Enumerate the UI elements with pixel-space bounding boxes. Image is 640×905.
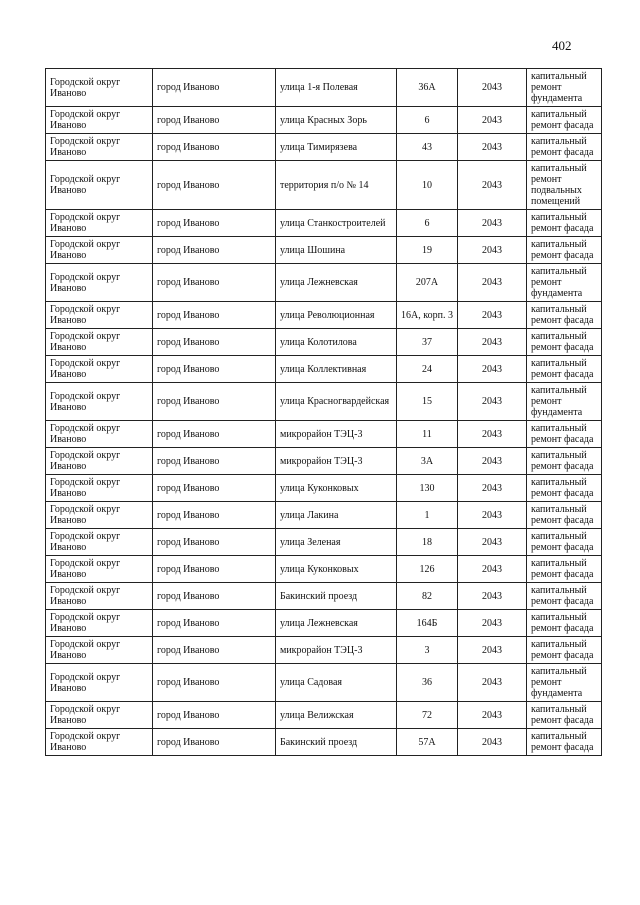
street-cell: улица 1-я Полевая xyxy=(276,69,397,107)
street-cell: улица Велижская xyxy=(276,702,397,729)
work-type-cell: капитальный ремонт фасада xyxy=(527,302,602,329)
year-cell: 2043 xyxy=(458,302,527,329)
work-type-cell: капитальный ремонт фасада xyxy=(527,637,602,664)
district-cell: Городской округ Иваново xyxy=(46,556,153,583)
street-cell: Бакинский проезд xyxy=(276,729,397,756)
house-number-cell: 164Б xyxy=(397,610,458,637)
work-type-cell: капитальный ремонт фасада xyxy=(527,556,602,583)
house-number-cell: 10 xyxy=(397,161,458,210)
house-number-cell: 16А, корп. 3 xyxy=(397,302,458,329)
work-type-cell: капитальный ремонт фундамента xyxy=(527,264,602,302)
table-row xyxy=(46,556,602,583)
year-cell: 2043 xyxy=(458,448,527,475)
district-cell: Городской округ Иваново xyxy=(46,329,153,356)
table-row xyxy=(46,502,602,529)
year-cell: 2043 xyxy=(458,421,527,448)
city-cell: город Иваново xyxy=(153,383,276,421)
city-cell: город Иваново xyxy=(153,210,276,237)
house-number-cell: 72 xyxy=(397,702,458,729)
street-cell: улица Лежневская xyxy=(276,264,397,302)
district-cell: Городской округ Иваново xyxy=(46,134,153,161)
city-cell: город Иваново xyxy=(153,134,276,161)
city-cell: город Иваново xyxy=(153,529,276,556)
table-row xyxy=(46,69,602,107)
city-cell: город Иваново xyxy=(153,610,276,637)
district-cell: Городской округ Иваново xyxy=(46,475,153,502)
year-cell: 2043 xyxy=(458,134,527,161)
house-number-cell: 3А xyxy=(397,448,458,475)
table-row xyxy=(46,448,602,475)
city-cell: город Иваново xyxy=(153,556,276,583)
work-type-cell: капитальный ремонт фасада xyxy=(527,210,602,237)
table-row xyxy=(46,210,602,237)
table-row xyxy=(46,421,602,448)
work-type-cell: капитальный ремонт фасада xyxy=(527,237,602,264)
year-cell: 2043 xyxy=(458,556,527,583)
street-cell: улица Революционная xyxy=(276,302,397,329)
year-cell: 2043 xyxy=(458,610,527,637)
house-number-cell: 36 xyxy=(397,664,458,702)
city-cell: город Иваново xyxy=(153,161,276,210)
work-type-cell: капитальный ремонт фасада xyxy=(527,107,602,134)
work-type-cell: капитальный ремонт фасада xyxy=(527,448,602,475)
street-cell: улица Колотилова xyxy=(276,329,397,356)
house-number-cell: 126 xyxy=(397,556,458,583)
house-number-cell: 43 xyxy=(397,134,458,161)
work-type-cell: капитальный ремонт фундамента xyxy=(527,664,602,702)
work-type-cell: капитальный ремонт фасада xyxy=(527,134,602,161)
city-cell: город Иваново xyxy=(153,502,276,529)
year-cell: 2043 xyxy=(458,329,527,356)
city-cell: город Иваново xyxy=(153,329,276,356)
table-row xyxy=(46,134,602,161)
district-cell: Городской округ Иваново xyxy=(46,264,153,302)
street-cell: улица Зеленая xyxy=(276,529,397,556)
city-cell: город Иваново xyxy=(153,356,276,383)
district-cell: Городской округ Иваново xyxy=(46,421,153,448)
table-row xyxy=(46,702,602,729)
district-cell: Городской округ Иваново xyxy=(46,729,153,756)
street-cell: улица Красных Зорь xyxy=(276,107,397,134)
street-cell: улица Тимирязева xyxy=(276,134,397,161)
table-row xyxy=(46,529,602,556)
work-type-cell: капитальный ремонт подвальных помещений xyxy=(527,161,602,210)
house-number-cell: 15 xyxy=(397,383,458,421)
work-type-cell: капитальный ремонт фасада xyxy=(527,610,602,637)
district-cell: Городской округ Иваново xyxy=(46,237,153,264)
house-number-cell: 24 xyxy=(397,356,458,383)
street-cell: улица Коллективная xyxy=(276,356,397,383)
house-number-cell: 6 xyxy=(397,210,458,237)
city-cell: город Иваново xyxy=(153,302,276,329)
work-type-cell: капитальный ремонт фасада xyxy=(527,421,602,448)
year-cell: 2043 xyxy=(458,529,527,556)
year-cell: 2043 xyxy=(458,729,527,756)
city-cell: город Иваново xyxy=(153,637,276,664)
work-type-cell: капитальный ремонт фундамента xyxy=(527,383,602,421)
district-cell: Городской округ Иваново xyxy=(46,583,153,610)
year-cell: 2043 xyxy=(458,702,527,729)
year-cell: 2043 xyxy=(458,383,527,421)
table-row xyxy=(46,383,602,421)
street-cell: микрорайон ТЭЦ-3 xyxy=(276,637,397,664)
district-cell: Городской округ Иваново xyxy=(46,302,153,329)
district-cell: Городской округ Иваново xyxy=(46,161,153,210)
registry-table-body xyxy=(46,69,602,756)
year-cell: 2043 xyxy=(458,69,527,107)
city-cell: город Иваново xyxy=(153,264,276,302)
house-number-cell: 11 xyxy=(397,421,458,448)
house-number-cell: 3 xyxy=(397,637,458,664)
street-cell: улица Куконковых xyxy=(276,556,397,583)
table-row xyxy=(46,237,602,264)
house-number-cell: 57А xyxy=(397,729,458,756)
table-row xyxy=(46,356,602,383)
year-cell: 2043 xyxy=(458,664,527,702)
table-row xyxy=(46,161,602,210)
house-number-cell: 19 xyxy=(397,237,458,264)
year-cell: 2043 xyxy=(458,356,527,383)
table-row xyxy=(46,475,602,502)
city-cell: город Иваново xyxy=(153,664,276,702)
district-cell: Городской округ Иваново xyxy=(46,69,153,107)
street-cell: территория п/о № 14 xyxy=(276,161,397,210)
city-cell: город Иваново xyxy=(153,237,276,264)
work-type-cell: капитальный ремонт фасада xyxy=(527,729,602,756)
street-cell: улица Куконковых xyxy=(276,475,397,502)
house-number-cell: 6 xyxy=(397,107,458,134)
district-cell: Городской округ Иваново xyxy=(46,664,153,702)
district-cell: Городской округ Иваново xyxy=(46,702,153,729)
year-cell: 2043 xyxy=(458,637,527,664)
work-type-cell: капитальный ремонт фасада xyxy=(527,702,602,729)
street-cell: микрорайон ТЭЦ-3 xyxy=(276,421,397,448)
table-row xyxy=(46,637,602,664)
city-cell: город Иваново xyxy=(153,421,276,448)
year-cell: 2043 xyxy=(458,210,527,237)
year-cell: 2043 xyxy=(458,264,527,302)
street-cell: улица Лакина xyxy=(276,502,397,529)
table-row xyxy=(46,329,602,356)
street-cell: улица Станкостроителей xyxy=(276,210,397,237)
work-type-cell: капитальный ремонт фасада xyxy=(527,356,602,383)
city-cell: город Иваново xyxy=(153,475,276,502)
year-cell: 2043 xyxy=(458,161,527,210)
city-cell: город Иваново xyxy=(153,702,276,729)
work-type-cell: капитальный ремонт фасада xyxy=(527,475,602,502)
house-number-cell: 207А xyxy=(397,264,458,302)
work-type-cell: капитальный ремонт фасада xyxy=(527,502,602,529)
city-cell: город Иваново xyxy=(153,448,276,475)
district-cell: Городской округ Иваново xyxy=(46,610,153,637)
house-number-cell: 1 xyxy=(397,502,458,529)
street-cell: улица Шошина xyxy=(276,237,397,264)
table-row xyxy=(46,107,602,134)
district-cell: Городской округ Иваново xyxy=(46,107,153,134)
house-number-cell: 82 xyxy=(397,583,458,610)
year-cell: 2043 xyxy=(458,107,527,134)
district-cell: Городской округ Иваново xyxy=(46,502,153,529)
street-cell: улица Красногвардейская xyxy=(276,383,397,421)
city-cell: город Иваново xyxy=(153,583,276,610)
table-row xyxy=(46,610,602,637)
registry-table xyxy=(45,68,602,756)
city-cell: город Иваново xyxy=(153,107,276,134)
table-row xyxy=(46,302,602,329)
house-number-cell: 130 xyxy=(397,475,458,502)
district-cell: Городской округ Иваново xyxy=(46,448,153,475)
district-cell: Городской округ Иваново xyxy=(46,529,153,556)
street-cell: улица Садовая xyxy=(276,664,397,702)
year-cell: 2043 xyxy=(458,475,527,502)
district-cell: Городской округ Иваново xyxy=(46,637,153,664)
house-number-cell: 36А xyxy=(397,69,458,107)
work-type-cell: капитальный ремонт фасада xyxy=(527,329,602,356)
year-cell: 2043 xyxy=(458,502,527,529)
city-cell: город Иваново xyxy=(153,729,276,756)
table-row xyxy=(46,664,602,702)
table-row xyxy=(46,583,602,610)
street-cell: Бакинский проезд xyxy=(276,583,397,610)
work-type-cell: капитальный ремонт фундамента xyxy=(527,69,602,107)
house-number-cell: 37 xyxy=(397,329,458,356)
table-row xyxy=(46,264,602,302)
street-cell: улица Лежневская xyxy=(276,610,397,637)
page-number: 402 xyxy=(552,38,572,53)
year-cell: 2043 xyxy=(458,237,527,264)
district-cell: Городской округ Иваново xyxy=(46,356,153,383)
house-number-cell: 18 xyxy=(397,529,458,556)
work-type-cell: капитальный ремонт фасада xyxy=(527,529,602,556)
district-cell: Городской округ Иваново xyxy=(46,383,153,421)
table-row xyxy=(46,729,602,756)
year-cell: 2043 xyxy=(458,583,527,610)
city-cell: город Иваново xyxy=(153,69,276,107)
street-cell: микрорайон ТЭЦ-3 xyxy=(276,448,397,475)
work-type-cell: капитальный ремонт фасада xyxy=(527,583,602,610)
district-cell: Городской округ Иваново xyxy=(46,210,153,237)
